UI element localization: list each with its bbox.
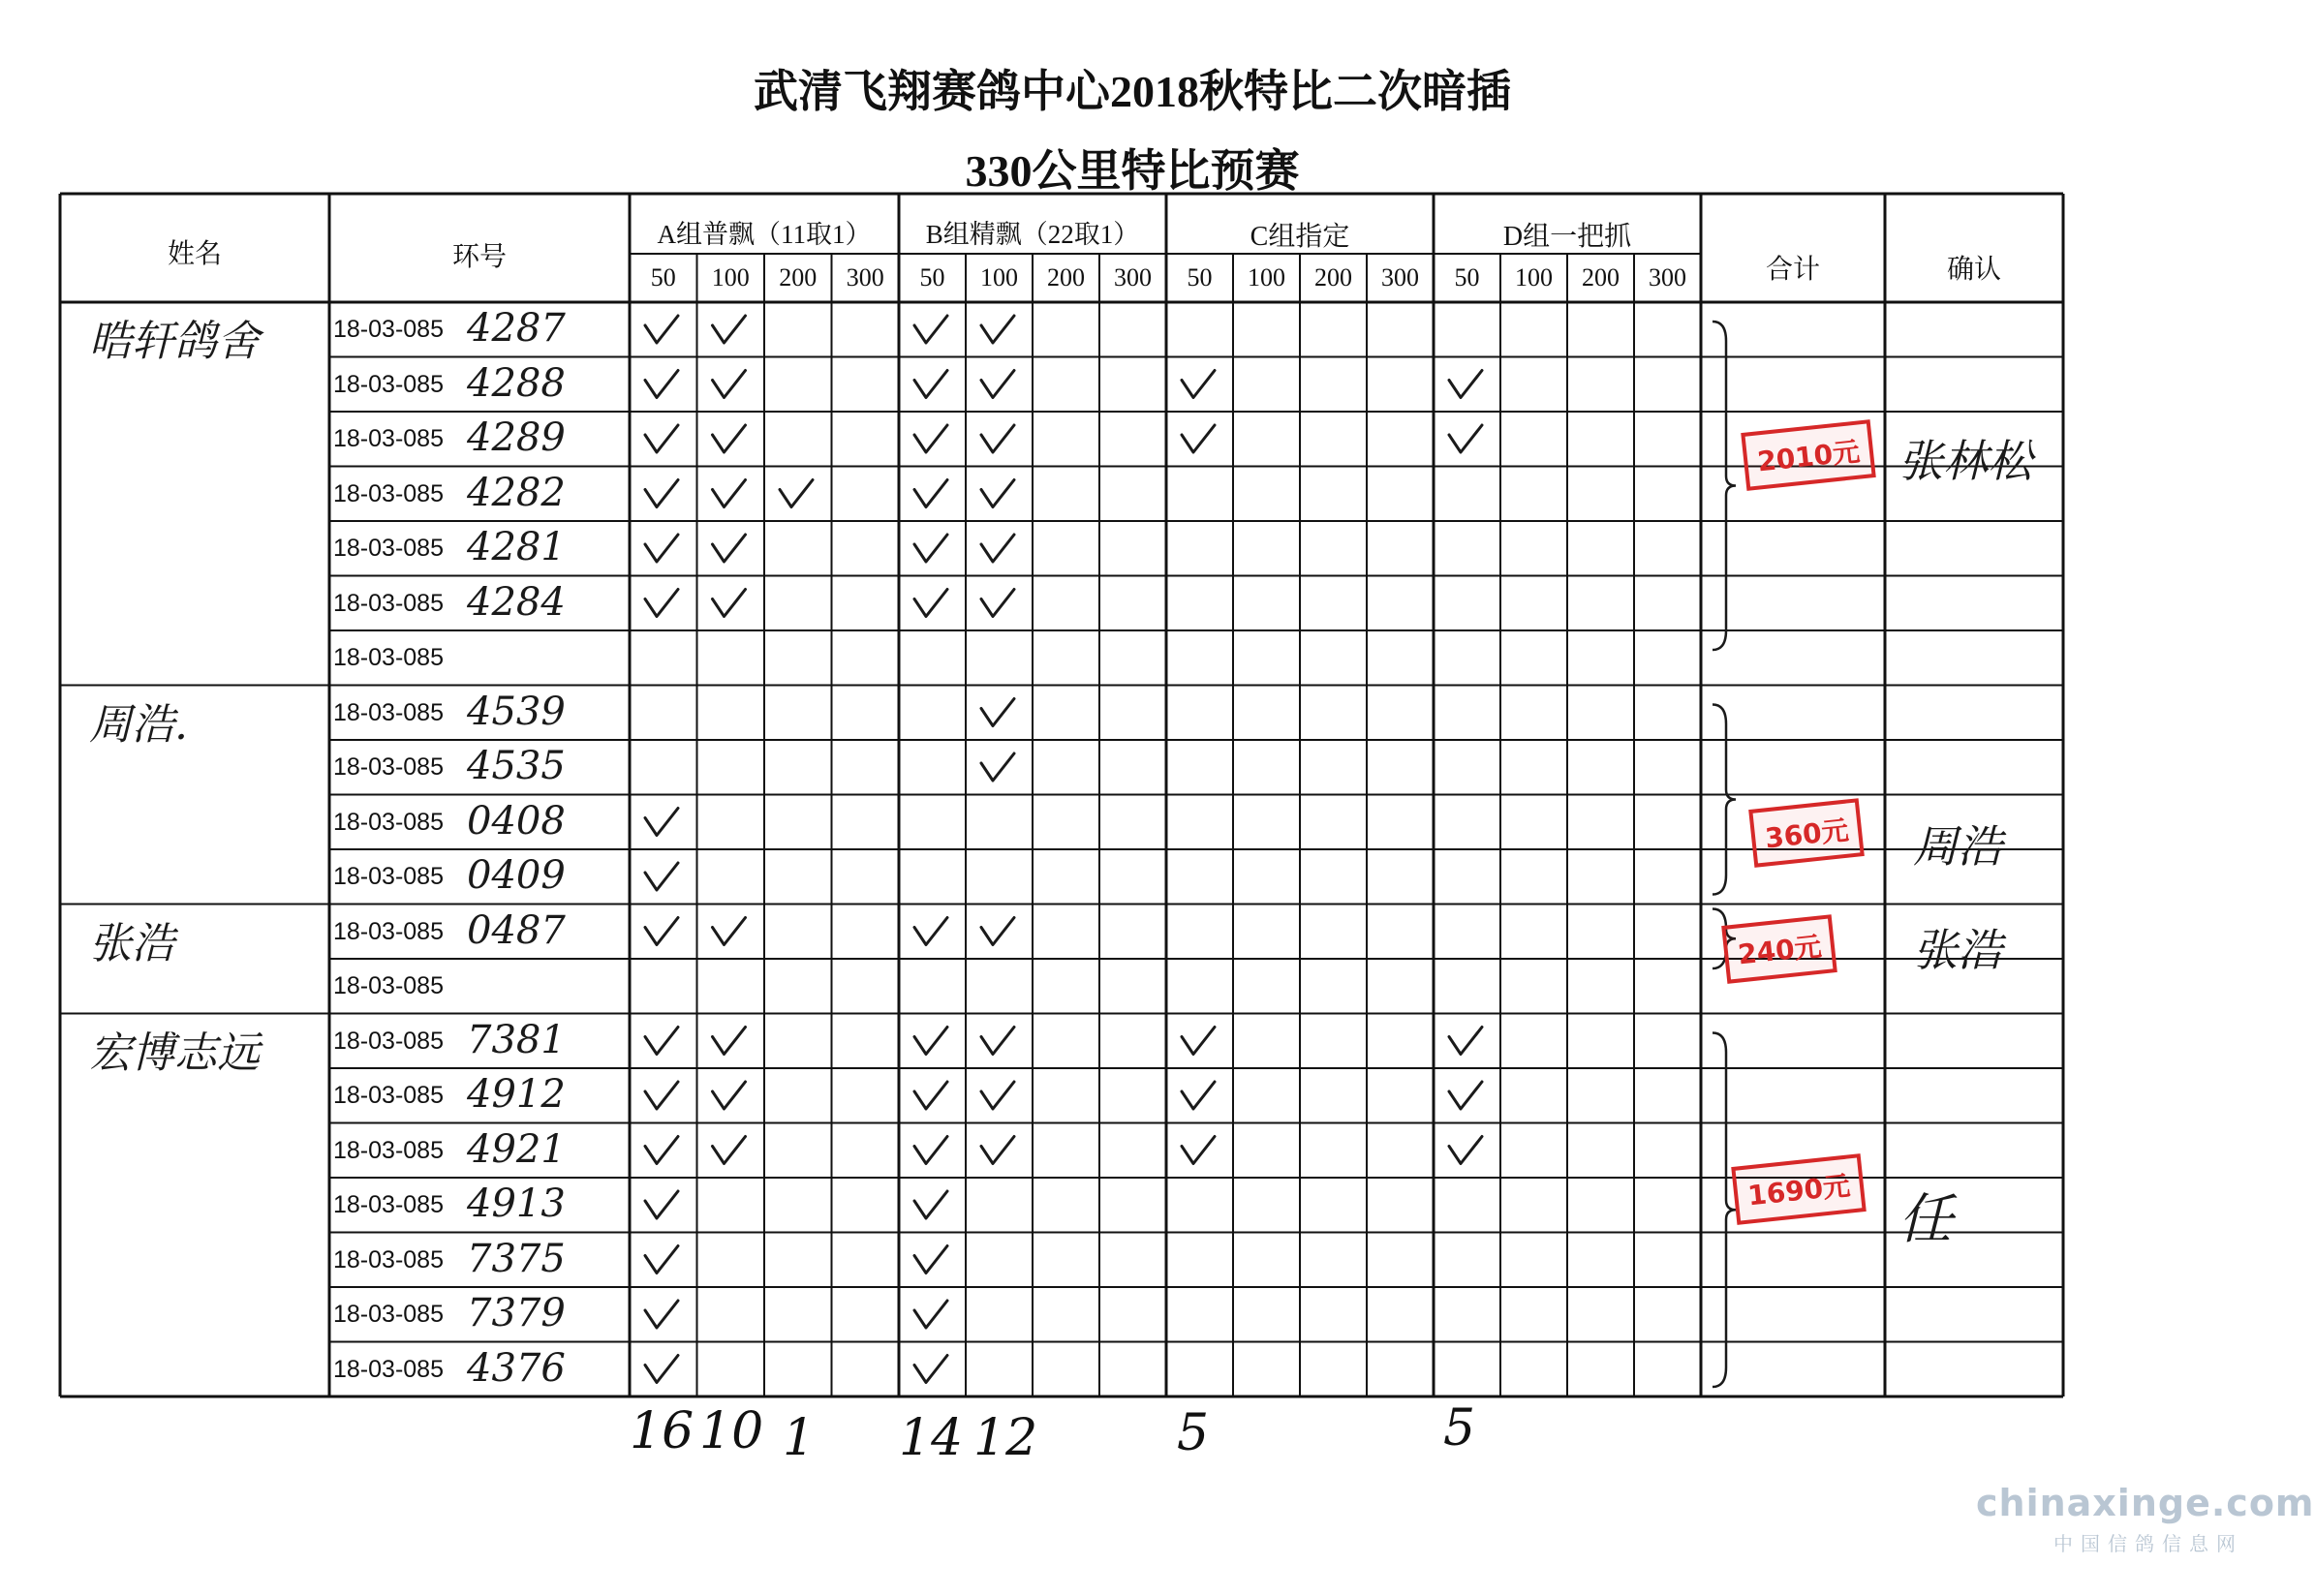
check-mark-b-50 [914,918,947,945]
check-mark-b-100 [981,590,1014,617]
ring-prefix: 18-03-085 [333,753,444,781]
ring-number: 4281 [467,525,566,569]
check-mark-a-50 [645,809,678,836]
subtotal-d-50: 5 [1443,1399,1476,1458]
bracket-mark [1713,1033,1736,1388]
ring-prefix: 18-03-085 [333,316,444,343]
ring-prefix: 18-03-085 [333,1245,444,1274]
check-mark-c-50 [1182,1137,1215,1164]
ring-number: 4282 [467,470,566,515]
check-mark-b-100 [981,699,1014,726]
check-mark-a-100 [713,371,746,398]
check-mark-b-100 [981,535,1014,562]
check-mark-a-50 [645,1028,678,1055]
ring-number: 4921 [467,1126,566,1172]
bracket-mark [1713,322,1736,650]
red-seal-stamp: 240元 [1721,914,1837,984]
owner-name: 周浩. [89,699,188,750]
tier-header-b-300: 300 [1114,263,1152,292]
ring-prefix: 18-03-085 [333,1191,444,1218]
check-mark-a-100 [713,590,746,617]
check-mark-b-50 [914,1356,947,1383]
check-mark-c-50 [1182,425,1215,452]
check-mark-a-100 [713,918,746,945]
tier-header-a-50: 50 [650,263,676,292]
check-mark-b-100 [981,425,1014,452]
page-title: 武清飞翔赛鸽中心2018秋特比二次暗插 [754,67,1511,116]
ring-prefix: 18-03-085 [333,535,444,562]
tier-header-d-300: 300 [1649,263,1686,292]
ring-number: 4287 [467,306,566,351]
ring-prefix: 18-03-085 [333,1027,444,1055]
check-mark-c-50 [1182,371,1215,398]
check-mark-b-50 [914,1191,947,1218]
watermark-site: chinaxinge.com [1976,1482,2315,1524]
subtotal-b-100: 12 [973,1409,1038,1467]
tier-header-c-200: 200 [1314,263,1352,292]
check-mark-d-50 [1449,425,1482,452]
ring-prefix: 18-03-085 [333,589,444,617]
ring-number: 0487 [467,907,566,953]
subtotal-a-100: 10 [699,1402,764,1460]
check-mark-b-50 [914,590,947,617]
confirm-signature: 周浩 [1913,820,2002,873]
check-mark-d-50 [1449,1137,1482,1164]
tier-header-d-50: 50 [1454,263,1480,292]
tier-header-b-50: 50 [919,263,945,292]
check-mark-b-100 [981,1082,1014,1109]
ring-number: 0409 [467,853,566,898]
check-mark-a-50 [645,480,678,507]
ring-prefix: 18-03-085 [333,863,444,890]
header-group-b: B组精飘（22取1） [925,220,1140,249]
tier-header-a-100: 100 [711,263,750,292]
ring-prefix: 18-03-085 [333,808,444,836]
ring-prefix: 18-03-085 [333,1355,444,1383]
ring-number: 0408 [467,798,566,844]
check-mark-b-50 [914,371,947,398]
ring-prefix: 18-03-085 [333,1082,444,1109]
check-mark-a-50 [645,371,678,398]
header-group-d: D组一把抓 [1502,222,1632,252]
ring-prefix: 18-03-085 [333,1301,444,1328]
check-mark-b-50 [914,425,947,452]
tier-header-d-100: 100 [1515,263,1553,292]
check-mark-a-200 [780,480,813,507]
check-mark-b-100 [981,371,1014,398]
bracket-mark [1713,705,1736,895]
check-mark-c-50 [1182,1028,1215,1055]
check-mark-a-50 [645,1137,678,1164]
check-mark-b-100 [981,316,1014,343]
check-mark-b-100 [981,1137,1014,1164]
check-mark-b-50 [914,316,947,343]
confirm-signature: 任 [1898,1188,1953,1251]
ring-number: 4913 [467,1182,566,1226]
check-mark-a-100 [713,425,746,452]
check-mark-b-100 [981,918,1014,945]
check-mark-b-100 [981,480,1014,507]
check-mark-b-50 [914,1082,947,1109]
subtotal-a-200: 1 [783,1409,816,1467]
confirm-signature: 张林松 [1898,435,2032,487]
check-mark-b-100 [981,1028,1014,1055]
ring-prefix: 18-03-085 [333,479,444,507]
check-mark-d-50 [1449,1028,1482,1055]
check-mark-a-50 [645,1301,678,1328]
red-seal-stamp: 1690元 [1731,1153,1866,1225]
subtotal-c-50: 5 [1177,1404,1210,1462]
subtotal-b-50: 14 [899,1409,964,1467]
check-mark-a-50 [645,1191,678,1218]
check-mark-a-100 [713,1082,746,1109]
check-mark-d-50 [1449,371,1482,398]
page-subtitle: 330公里特比预赛 [965,146,1300,196]
tier-header-c-100: 100 [1248,263,1285,292]
ring-number: 4535 [467,744,566,788]
red-seal-stamp: 360元 [1748,798,1865,868]
check-mark-a-50 [645,1082,678,1109]
tier-header-b-100: 100 [980,263,1018,292]
header-total: 合计 [1765,255,1820,285]
header-name: 姓名 [167,239,222,269]
header-ring: 环号 [451,242,507,272]
check-mark-b-50 [914,535,947,562]
check-mark-a-100 [713,316,746,343]
check-mark-b-50 [914,480,947,507]
check-mark-b-50 [914,1137,947,1164]
watermark-caption: 中国信鸽信息网 [2053,1532,2243,1555]
ring-number: 4289 [467,415,566,460]
check-mark-a-50 [645,918,678,945]
header-confirm: 确认 [1946,255,2001,285]
check-mark-a-50 [645,535,678,562]
ring-number: 7375 [467,1236,566,1281]
check-mark-a-50 [645,590,678,617]
check-mark-b-50 [914,1301,947,1328]
check-mark-a-50 [645,863,678,890]
check-mark-b-50 [914,1246,947,1274]
ring-number: 4284 [467,579,566,625]
header-group-c: C组指定 [1250,222,1350,252]
tier-header-a-200: 200 [779,263,818,292]
header-group-a: A组普飘（11取1） [657,220,872,249]
check-mark-a-50 [645,316,678,343]
ring-prefix: 18-03-085 [333,698,444,726]
check-mark-b-100 [981,753,1014,781]
check-mark-a-50 [645,1246,678,1274]
subtotal-a-50: 16 [630,1402,694,1460]
ring-prefix: 18-03-085 [333,1136,444,1164]
ring-prefix: 18-03-085 [333,644,444,671]
check-mark-a-100 [713,480,746,507]
owner-name: 晧轩鸽舍 [89,317,260,366]
tier-header-b-200: 200 [1047,263,1085,292]
ring-number: 4912 [467,1072,566,1117]
ring-prefix: 18-03-085 [333,370,444,398]
check-mark-a-100 [713,1137,746,1164]
owner-name: 张浩 [89,918,174,968]
owner-name: 宏博志远 [89,1028,260,1078]
ring-prefix: 18-03-085 [333,917,444,945]
ring-number: 4539 [467,689,566,734]
ring-number: 7379 [467,1291,566,1335]
tier-header-d-200: 200 [1582,263,1620,292]
check-mark-a-50 [645,1356,678,1383]
check-mark-a-50 [645,425,678,452]
red-seal-stamp: 2010元 [1741,419,1875,491]
tier-header-c-50: 50 [1187,263,1213,292]
ring-number: 7381 [467,1017,566,1062]
tier-header-c-300: 300 [1381,263,1419,292]
check-mark-c-50 [1182,1082,1215,1109]
check-mark-b-50 [914,1028,947,1055]
check-mark-a-100 [713,1028,746,1055]
check-mark-a-100 [713,535,746,562]
confirm-signature: 张浩 [1913,924,2002,976]
check-mark-d-50 [1449,1082,1482,1109]
ring-prefix: 18-03-085 [333,972,444,999]
tier-header-a-300: 300 [846,263,884,292]
ring-number: 4288 [467,360,566,406]
ring-number: 4376 [467,1345,566,1391]
ring-prefix: 18-03-085 [333,425,444,452]
